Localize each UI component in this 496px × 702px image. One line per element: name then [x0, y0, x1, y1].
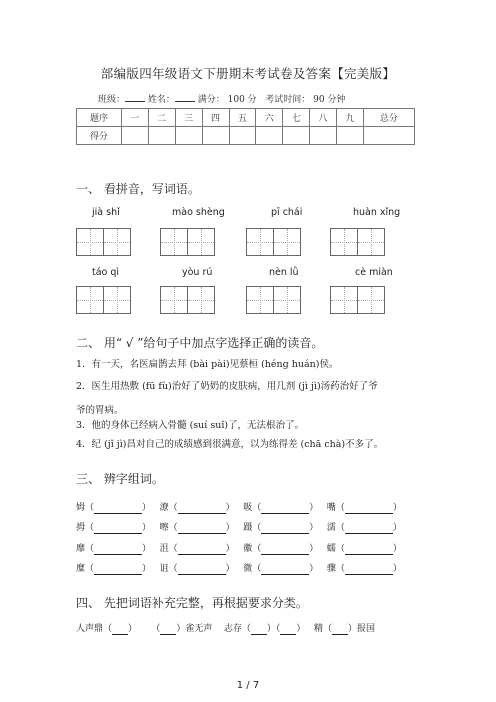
- section3-heading: 三、 辨字组词。: [76, 472, 164, 486]
- writing-grid[interactable]: [246, 286, 301, 314]
- exam-info: [98, 92, 345, 105]
- score-row: [77, 127, 415, 145]
- header-cell: 六: [256, 109, 283, 127]
- writing-grid[interactable]: [160, 286, 215, 314]
- question-line: 1．有一天，名医扁鹊去拜 (bài pài)见蔡桓 (héng huán)侯。: [76, 359, 339, 370]
- idiom-part: 精: [313, 624, 323, 634]
- class-label: 班级：: [98, 95, 126, 105]
- score-cell[interactable]: [175, 127, 202, 145]
- word-row: 靡（ ） 沮（ ） 徽（ ） 蠕（ ）: [76, 544, 402, 554]
- score-cell[interactable]: [256, 127, 283, 145]
- char: 蹑: [243, 523, 253, 533]
- name-label: 姓名：: [147, 95, 175, 105]
- question-line: 3．他的身体已经病入骨髓 (suí suǐ)了，无法根治了。: [76, 420, 305, 431]
- pinyin-2: mào shèng: [172, 207, 225, 218]
- score-cell[interactable]: [122, 127, 149, 145]
- full-score: 满分： 100 分: [197, 95, 257, 105]
- section1-heading: 一、 看拼音，写词语。: [76, 182, 200, 196]
- idiom-line: 人声鼎（ ） （ ）雀无声 志存（ ）（ ） 精（ ）报国: [76, 624, 376, 634]
- class-blank: [125, 93, 145, 102]
- score-table: [76, 108, 415, 145]
- pinyin-3: pī chái: [271, 207, 303, 218]
- writing-grid[interactable]: [76, 228, 131, 256]
- char: 靡: [76, 544, 86, 554]
- writing-grid[interactable]: [76, 286, 131, 314]
- score-row-label: 得分: [77, 127, 122, 145]
- char: 蠕: [326, 544, 336, 554]
- score-cell[interactable]: [229, 127, 256, 145]
- pinyin-8: cè miàn: [355, 267, 393, 278]
- char: 诅: [159, 564, 169, 574]
- exam-time: 考试时间： 90 分钟: [265, 95, 346, 105]
- header-cell: 五: [229, 109, 256, 127]
- char: 徽: [243, 544, 253, 554]
- name-blank: [175, 93, 195, 102]
- pinyin-1: jià shǐ: [92, 207, 120, 218]
- score-cell[interactable]: [310, 127, 337, 145]
- section2-heading: 二、 用“ √ ”给句子中加点字选择正确的读音。: [76, 336, 324, 350]
- header-cell: 九: [337, 109, 364, 127]
- question-line: 4．纪 (jǐ jì)昌对自己的成绩感到很满意，以为练得差 (chā chà)不多了。: [76, 439, 384, 450]
- idiom-part: 报国: [357, 624, 376, 634]
- question-line: 2．医生用热敷 (fū fù)治好了奶奶的皮肤病，用几剂 (jì jì)汤药治好了爷: [76, 381, 378, 392]
- char: 微: [243, 564, 253, 574]
- header-cell: 七: [283, 109, 310, 127]
- char: 骤: [326, 564, 336, 574]
- word-row: 姆（ ） 潦（ ） 吸（ ） 嘴（ ）: [76, 503, 402, 513]
- header-cell: 四: [202, 109, 229, 127]
- score-header-row: [77, 109, 415, 127]
- word-row: 糜（ ） 诅（ ） 微（ ） 骤（ ）: [76, 564, 402, 574]
- pinyin-6: yòu rú: [182, 267, 213, 278]
- header-cell: 三: [175, 109, 202, 127]
- char: 吸: [243, 503, 253, 513]
- writing-grid[interactable]: [330, 228, 385, 256]
- section4-heading: 四、 先把词语补充完整，再根据要求分类。: [76, 596, 308, 610]
- score-cell[interactable]: [202, 127, 229, 145]
- header-cell: 二: [148, 109, 175, 127]
- char: 姆: [76, 503, 86, 513]
- writing-grid[interactable]: [246, 228, 301, 256]
- pinyin-7: nèn lǜ: [269, 267, 299, 278]
- header-cell: 八: [310, 109, 337, 127]
- writing-grid[interactable]: [330, 286, 385, 314]
- score-cell[interactable]: [337, 127, 364, 145]
- score-cell[interactable]: [363, 127, 414, 145]
- pinyin-4: huàn xǐng: [353, 207, 401, 218]
- page-title: 部编版四年级语文下册期末考试卷及答案【完美版】: [100, 66, 396, 81]
- idiom-part: 人声鼎: [76, 624, 104, 634]
- char: 糜: [76, 564, 86, 574]
- char: 沮: [159, 544, 169, 554]
- score-cell[interactable]: [148, 127, 175, 145]
- pinyin-5: táo qì: [92, 267, 120, 278]
- idiom-part: 雀无声: [185, 624, 213, 634]
- writing-grid[interactable]: [160, 228, 215, 256]
- header-cell: 一: [122, 109, 149, 127]
- char: 潦: [159, 503, 169, 513]
- char: 濡: [326, 523, 336, 533]
- char: 拇: [76, 523, 86, 533]
- char: 嚓: [159, 523, 169, 533]
- header-cell: 题序: [77, 109, 122, 127]
- header-cell: 总分: [363, 109, 414, 127]
- idiom-part: 志存: [223, 624, 242, 634]
- score-cell[interactable]: [283, 127, 310, 145]
- word-row: 拇（ ） 嚓（ ） 蹑（ ） 濡（ ）: [76, 523, 402, 533]
- char: 嘴: [326, 503, 336, 513]
- page-number: 1 / 7: [236, 680, 260, 691]
- question-line: 爷的胃病。: [76, 405, 124, 416]
